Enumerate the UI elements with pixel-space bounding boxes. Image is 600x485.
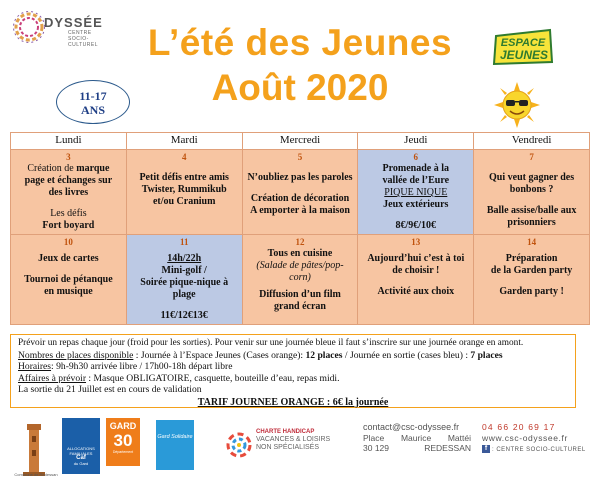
footer <box>0 412 600 485</box>
info-affaires: Affaires à prévoir : Masque OBLIGATOIRE, casquette, bouteille d’eau, repas midi. <box>18 372 340 384</box>
day-cell-14: 14 Préparation de la Garden party Garden party ! <box>474 235 590 325</box>
facebook-icon: f <box>482 445 490 453</box>
day-cell-3: 3 Création de marque page et échanges sur des livres Les défis Fort boyard <box>11 150 127 235</box>
calendar-week-2 <box>11 235 590 325</box>
gard-solidaire-logo: Gard Solidaire <box>156 420 194 470</box>
odyssee-subtitle: CENTRE SOCIO- CULTUREL <box>68 30 99 48</box>
email-text[interactable]: contact@csc-odyssee.fr <box>363 422 460 432</box>
day-header-lundi: Lundi <box>11 133 127 150</box>
day-header-jeudi: Jeudi <box>358 133 474 150</box>
charte-handicap-text: CHARTE HANDICAP VACANCES & LOISIRS NON SPÉCIALISÉS <box>256 429 331 451</box>
calendar-week-1 <box>11 150 590 235</box>
activity-calendar <box>10 132 590 332</box>
gard-logo: GARD 30 Département <box>106 418 140 466</box>
day-cell-12: 12 Tous en cuisine (Salade de pâtes/pop-corn) Diffusion d’un film grand écran <box>242 235 358 325</box>
day-cell-4: 4 Petit défis entre amis Twister, Rummikub et/ou Cranium <box>126 150 242 235</box>
day-cell-7: 7 Qui veut gagner des bonbons ? Balle assise/balle aux prisonniers <box>474 150 590 235</box>
info-tarif: TARIF JOURNEE ORANGE : 6€ la journée <box>197 396 389 408</box>
day-cell-5: 5 N’oubliez pas les paroles Création de décoration A emporter à la maison <box>242 150 358 235</box>
sun-sunglasses-icon <box>494 82 540 128</box>
info-horaires: Horaires: 9h-9h30 arrivée libre / 17h00-18h départ libre <box>18 361 233 372</box>
page-title: L’été des Jeunes <box>147 22 453 63</box>
espace-jeunes-logo <box>490 26 556 68</box>
page-subtitle-month: Août 2020 <box>211 67 389 108</box>
day-cell-13: 13 Aujourd’hui c’est à toi de choisir ! Activité aux choix <box>358 235 474 325</box>
phone-number[interactable]: 04 66 20 69 17 <box>482 422 556 432</box>
info-places: Nombres de places disponible : Journée à l’Espace Jeunes (Cases orange): 12 places / Journée en sortie (cases bleu) : 7 places <box>18 349 503 361</box>
website-link[interactable]: www.csc-odyssee.fr <box>482 432 568 443</box>
age-badge: 11-17 ANS <box>56 80 130 124</box>
facebook-line[interactable]: f : CENTRE SOCIO-CULTUREL <box>482 443 594 456</box>
info-sortie: La sortie du 21 Juillet est en cours de validation <box>18 384 202 395</box>
day-cell-6: 6 Promenade à la vallée de l’Eure PIQUE NIQUE Jeux extérieurs 8€/9€/10€ <box>358 150 474 235</box>
svg-text:ESPACE: ESPACE <box>500 37 546 49</box>
calendar-table <box>10 132 590 325</box>
day-cell-10: 10 Jeux de cartes Tournoi de pétanque en musique <box>11 235 127 325</box>
info-meal-note: Prévoir un repas chaque jour (froid pour les sorties). Pour venir sur une journée bleue il faut s’inscrire sur une journée orange en amont. <box>18 338 524 348</box>
charte-handicap-icon <box>226 432 252 458</box>
day-header-vendredi: Vendredi <box>474 133 590 150</box>
address-block <box>363 422 471 454</box>
contact-block <box>482 422 594 456</box>
day-cell-11: 11 14h/22h Mini-golf / Soirée pique-nique à plage 11€/12€13€ <box>126 235 242 325</box>
calendar-header-row <box>11 133 590 150</box>
svg-text:JEUNES: JEUNES <box>499 48 549 62</box>
commune-label: Commune de Redessan <box>14 472 58 477</box>
odyssee-wordmark: DYSSÉE <box>44 15 103 30</box>
address-city: 30 129 REDESSAN <box>363 443 471 453</box>
address-street: Place Maurice Mattéi <box>363 432 471 443</box>
caf-logo: ALLOCATIONS FAMILIALES Caf du Gard <box>62 418 100 474</box>
info-box <box>10 334 576 408</box>
day-header-mardi: Mardi <box>126 133 242 150</box>
redessan-tower-icon <box>20 418 48 478</box>
day-header-mercredi: Mercredi <box>242 133 358 150</box>
